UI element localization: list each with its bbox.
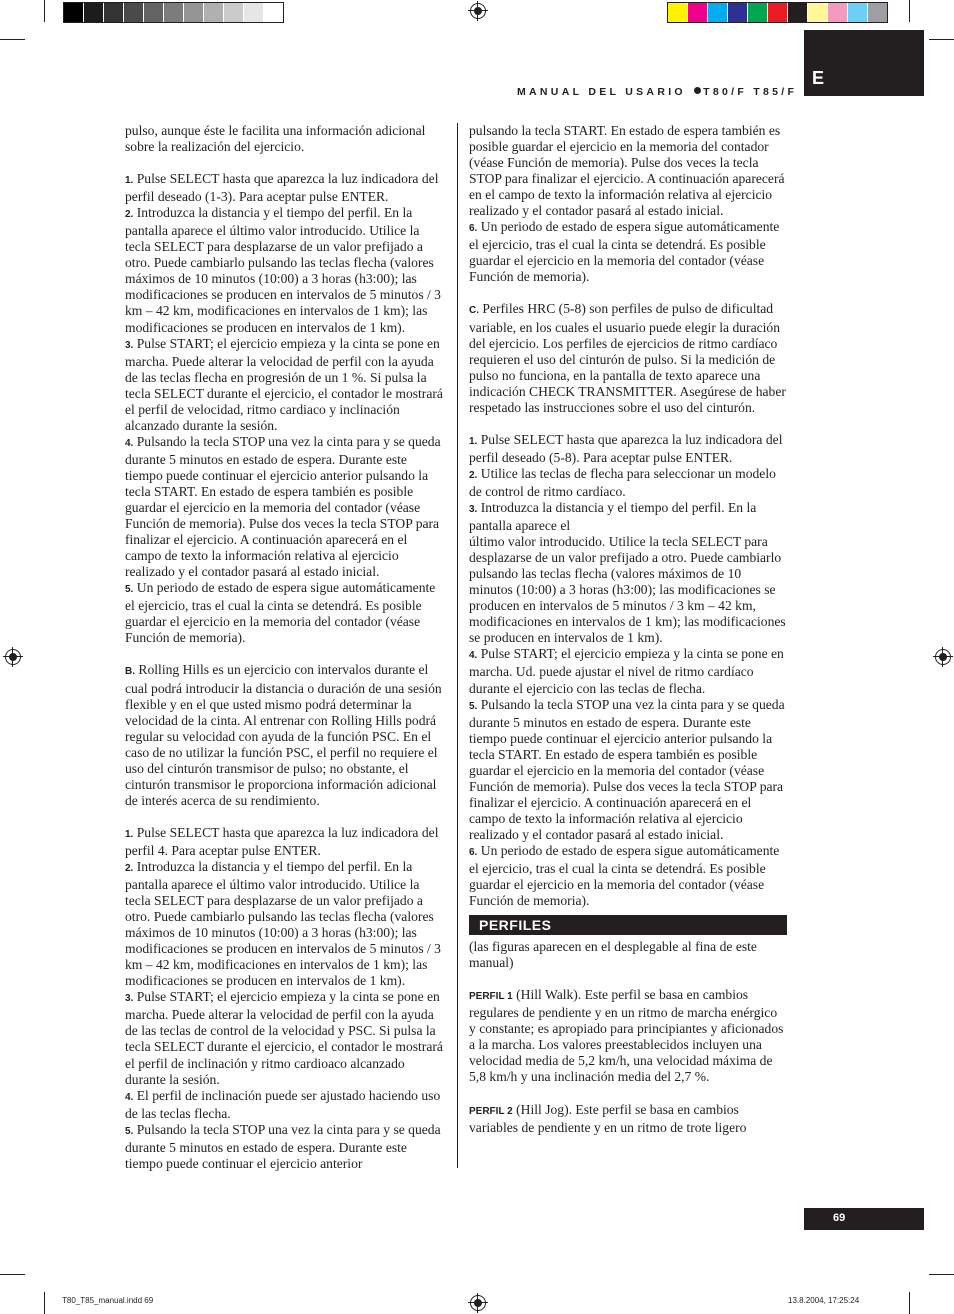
color-swatch [224, 3, 244, 22]
color-swatch [184, 3, 204, 22]
color-swatch [84, 3, 104, 22]
paragraph-text: Pulse SELECT hasta que aparezca la luz indicadora del perfil deseado (1-3). Para aceptar pulse ENTER. [125, 171, 439, 205]
item-number: 5. [125, 1125, 134, 1137]
registration-mark-icon [935, 649, 951, 665]
paragraph-text: pulsando la tecla START. En estado de espera también es posible guardar el ejercicio en la memoria del contador (véase Función de memoria). Pulse dos veces la tecla STOP para finalizar el ejercicio. A continuación aparecerá en el campo de texto la información relativa al ejercicio realizado y el contador pasará al estado inicial. [469, 123, 785, 219]
color-swatch [728, 3, 748, 22]
paragraph-text: Pulse START; el ejercicio empieza y la cinta se pone en marcha. Puede alterar la velocidad de perfil con la ayuda de las teclas de control de la velocidad y PSC. Si pulsa la tecla SELECT durante el ejercicio, el contador le mostrará el perfil de inclinación y ritmo cardioaco alcanzado durante la sesión. [125, 989, 443, 1087]
paragraph-gap [469, 1086, 787, 1102]
color-swatch [64, 3, 84, 22]
color-swatch [264, 3, 283, 22]
paragraph [125, 662, 443, 808]
paragraph-text: Pulse START; el ejercicio empieza y la cinta se pone en marcha. Ud. puede ajustar el nivel de ritmo cardíaco durante el ejercicio con las teclas de flecha. [469, 646, 784, 696]
color-swatch [244, 3, 264, 22]
color-swatch [828, 3, 848, 22]
item-number: 4. [125, 437, 134, 449]
paragraph [125, 580, 443, 646]
color-swatch [668, 3, 688, 22]
color-swatch [164, 3, 184, 22]
item-number: B. [125, 666, 135, 678]
item-number: 1. [125, 828, 134, 840]
crop-mark [0, 39, 25, 40]
color-swatch [144, 3, 164, 22]
color-swatch [204, 3, 224, 22]
page-number: 69 [833, 1212, 846, 1224]
paragraph [125, 859, 443, 989]
paragraph-gap [469, 285, 787, 301]
registration-mark-icon [470, 1295, 486, 1311]
item-number: 3. [125, 993, 134, 1005]
paragraph [469, 500, 787, 534]
paragraph-gap [125, 809, 443, 825]
manual-label: MANUAL DEL USARIO [517, 86, 686, 98]
crop-mark [909, 0, 910, 22]
language-tab-label: E [812, 68, 825, 88]
right-text-column [469, 123, 787, 1136]
column-divider [457, 123, 458, 1168]
print-timestamp: 13.8.2004, 17:25:24 [788, 1296, 860, 1305]
paragraph-text: (Hill Walk). Este perfil se basa en cambios regulares de pendiente y en un ritmo de marcha enérgico y constante; es apropiado para principiantes y aficionados a la marcha. Los valores preestablecidos incluyen una velocidad media de 5,2 km/h, una velocidad máxima de 5,8 km/h y una inclinación media del 2,7 %. [469, 987, 784, 1085]
paragraph-text: Pulsando la tecla STOP una vez la cinta para y se queda durante 5 minutos en estado de espera. Durante este tiempo puede continuar el ejercicio anterior pulsando la tecla START. En estado de espera también es posible guardar el ejercicio en la memoria del contador (véase Función de memoria). Pulse dos veces la tecla STOP para finalizar el ejercicio. A continuación aparecerá en el campo de texto la información relativa al ejercicio realizado y el contador pasará al estado inicial. [469, 696, 785, 842]
paragraph-text: Un periodo de estado de espera sigue automáticamente el ejercicio, tras el cual la cinta se detendrá. Es posible guardar el ejercicio en la memoria del contador (véase Función de memoria). [125, 580, 436, 646]
paragraph [469, 123, 787, 219]
paragraph-text: Pulse SELECT hasta que aparezca la luz indicadora del perfil deseado (5-8). Para aceptar pulse ENTER. [469, 431, 783, 465]
paragraph-gap [469, 416, 787, 432]
paragraph [125, 205, 443, 335]
crop-mark [0, 1274, 25, 1275]
paragraph [469, 219, 787, 285]
crop-mark [909, 1292, 910, 1314]
paragraph [125, 1088, 443, 1122]
paragraph [125, 434, 443, 580]
paragraph [469, 646, 787, 696]
color-swatch [768, 3, 788, 22]
item-number: 5. [125, 584, 134, 596]
item-number: 1. [469, 435, 478, 447]
process-color-bar [667, 2, 888, 23]
item-number: C. [469, 305, 479, 317]
paragraph-text: Rolling Hills es un ejercicio con intervalos durante el cual podrá introducir la distancia o duración de una sesión flexible y en el que usted mismo podrá determinar la velocidad de la cinta. Al entrenar con Rolling Hills podrá regular su velocidad con ayuda de la función PSC. En el caso de no utilizar la función PSC, el perfil no requiere el uso del cinturón transmisor de pulso; no obstante, el cinturón transmisor le proporciona información adicional de interés acerca de su rendimiento. [125, 662, 442, 808]
paragraph-text: (Hill Jog). Este perfil se basa en cambios variables de pendiente y en un ritmo de trote ligero [469, 1101, 747, 1135]
paragraph [469, 697, 787, 843]
paragraph-text: Utilice las teclas de flecha para seleccionar un modelo de control de ritmo cardíaco. [469, 465, 776, 499]
paragraph-text: Un periodo de estado de espera sigue automáticamente el ejercicio, tras el cual la cinta se detendrá. Es posible guardar el ejercicio en la memoria del contador (véase Función de memoria). [469, 219, 780, 285]
item-number: 6. [469, 223, 478, 235]
item-number: 3. [125, 339, 134, 351]
crop-mark [929, 39, 954, 40]
models-label: T80/F T85/F [703, 86, 798, 98]
paragraph-gap [469, 971, 787, 987]
color-swatch [868, 3, 887, 22]
color-swatch [104, 3, 124, 22]
perfiles-heading: PERFILES [469, 915, 787, 935]
paragraph [125, 123, 443, 155]
item-number: PERFIL 2 [469, 1105, 513, 1117]
paragraph [125, 336, 443, 434]
color-swatch [124, 3, 144, 22]
item-number: 4. [469, 650, 478, 662]
bullet-icon [694, 87, 701, 94]
color-swatch [788, 3, 808, 22]
paragraph-text: Perfiles HRC (5-8) son perfiles de pulso de dificultad variable, en los cuales el usuario puede elegir la duración del ejercicio. Los perfiles de ejercicios de ritmo cardíaco requieren el uso del cinturón de pulso. Si la medición de pulso no funciona, en la pantalla de texto aparece una indicación CHECK TRANSMITTER. Asegúrese de haber respetado las instrucciones sobre el uso del cinturón. [469, 301, 786, 415]
color-swatch [848, 3, 868, 22]
page-number-box [804, 1208, 924, 1230]
paragraph-text: último valor introducido. Utilice la tecla SELECT para desplazarse de un valor prefijado a otro. Puede cambiarlo pulsando las teclas flecha (valores máximos de 10 minutos (10:00) a 3 horas (h3:00); las modificaciones se producen en intervalos de 5 minutos / 3 km – 42 km, modificaciones en intervalos de 1 km); las modificaciones se producen en intervalos de 1 km). [469, 534, 786, 646]
crop-mark [929, 1274, 954, 1275]
paragraph [469, 939, 787, 971]
color-swatch [688, 3, 708, 22]
paragraph-text: Un periodo de estado de espera sigue automáticamente el ejercicio, tras el cual la cinta se detendrá. Es posible guardar el ejercicio en la memoria del contador (véase Función de memoria). [469, 842, 780, 909]
paragraph [469, 466, 787, 500]
paragraph [469, 987, 787, 1085]
paragraph [125, 1122, 443, 1172]
registration-mark-icon [470, 3, 486, 19]
paragraph-text: (las figuras aparecen en el desplegable al fina de este manual) [469, 939, 757, 971]
registration-mark-icon [5, 649, 21, 665]
left-text-column [125, 123, 443, 1172]
item-number: 2. [125, 862, 134, 874]
crop-mark [44, 0, 45, 22]
running-header [517, 86, 797, 98]
color-swatch [808, 3, 828, 22]
item-number: PERFIL 1 [469, 991, 513, 1003]
paragraph [125, 989, 443, 1087]
paragraph [469, 843, 787, 909]
paragraph-text: Pulsando la tecla STOP una vez la cinta para y se queda durante 5 minutos en estado de espera. Durante este tiempo puede continuar el ejercicio anterior pulsando la tecla START. En estado de espera también es posible guardar el ejercicio en la memoria del contador (véase Función de memoria). Pulse dos veces la tecla STOP para finalizar el ejercicio. A continuación aparecerá en el campo de texto la información relativa al ejercicio realizado y el contador pasará al estado inicial. [125, 433, 441, 580]
paragraph-text: pulso, aunque éste le facilita una información adicional sobre la realización del ejercicio. [125, 123, 426, 155]
paragraph [469, 301, 787, 415]
crop-mark [44, 1292, 45, 1314]
paragraph [125, 825, 443, 859]
item-number: 3. [469, 503, 478, 515]
paragraph [469, 534, 787, 646]
paragraph-text: Pulse START; el ejercicio empieza y la cinta se pone en marcha. Puede alterar la velocidad de perfil con la ayuda de las teclas flecha en progresión de un 1 %. Si pulsa la tecla SELECT durante el ejercicio, el contador le mostrará el perfil de velocidad, ritmo cardiaco y inclinación alcanzado durante la sesión. [125, 335, 443, 433]
paragraph-text: Introduzca la distancia y el tiempo del perfil. En la pantalla aparece el [469, 499, 757, 534]
paragraph-text: Introduzca la distancia y el tiempo del perfil. En la pantalla aparece el último valor introducido. Utilice la tecla SELECT para desplazarse de un valor prefijado a otro. Puede cambiarlo pulsando las teclas flecha (valores máximos de 10 minutos (10:00) a 3 horas (h3:00); las modificaciones se producen en intervalos de 5 minutos / 3 km – 42 km, modificaciones en intervalos de 1 km); las modificaciones se producen en intervalos de 1 km). [125, 205, 441, 335]
item-number: 1. [125, 175, 134, 187]
paragraph [469, 432, 787, 466]
item-number: 6. [469, 846, 478, 858]
language-tab [804, 30, 924, 96]
paragraph [125, 171, 443, 205]
color-swatch [708, 3, 728, 22]
paragraph-gap [125, 646, 443, 662]
item-number: 2. [469, 469, 478, 481]
paragraph-text: Pulse SELECT hasta que aparezca la luz indicadora del perfil 4. Para aceptar pulse ENTER. [125, 824, 439, 858]
item-number: 5. [469, 700, 478, 712]
paragraph-text: Pulsando la tecla STOP una vez la cinta para y se queda durante 5 minutos en estado de espera. Durante este tiempo puede continuar el ejercicio anterior [125, 1121, 441, 1171]
paragraph-text: Introduzca la distancia y el tiempo del perfil. En la pantalla aparece el último valor introducido. Utilice la tecla SELECT para desplazarse de un valor prefijado a otro. Puede cambiarlo pulsando las teclas flecha (valores máximos de 10 minutos (10:00) a 3 horas (h3:00); las modificaciones se producen en intervalos de 5 minutos / 3 km – 42 km, modificaciones en intervalos de 1 km); las modificaciones se producen en intervalos de 1 km). [125, 858, 441, 989]
file-slug: T80_T85_manual.indd 69 [62, 1296, 154, 1305]
item-number: 2. [125, 209, 134, 221]
color-swatch [748, 3, 768, 22]
paragraph [469, 1102, 787, 1136]
paragraph-text: El perfil de inclinación puede ser ajustado haciendo uso de las teclas flecha. [125, 1087, 441, 1121]
item-number: 4. [125, 1091, 134, 1103]
grayscale-color-bar [63, 2, 284, 23]
paragraph-gap [125, 155, 443, 171]
